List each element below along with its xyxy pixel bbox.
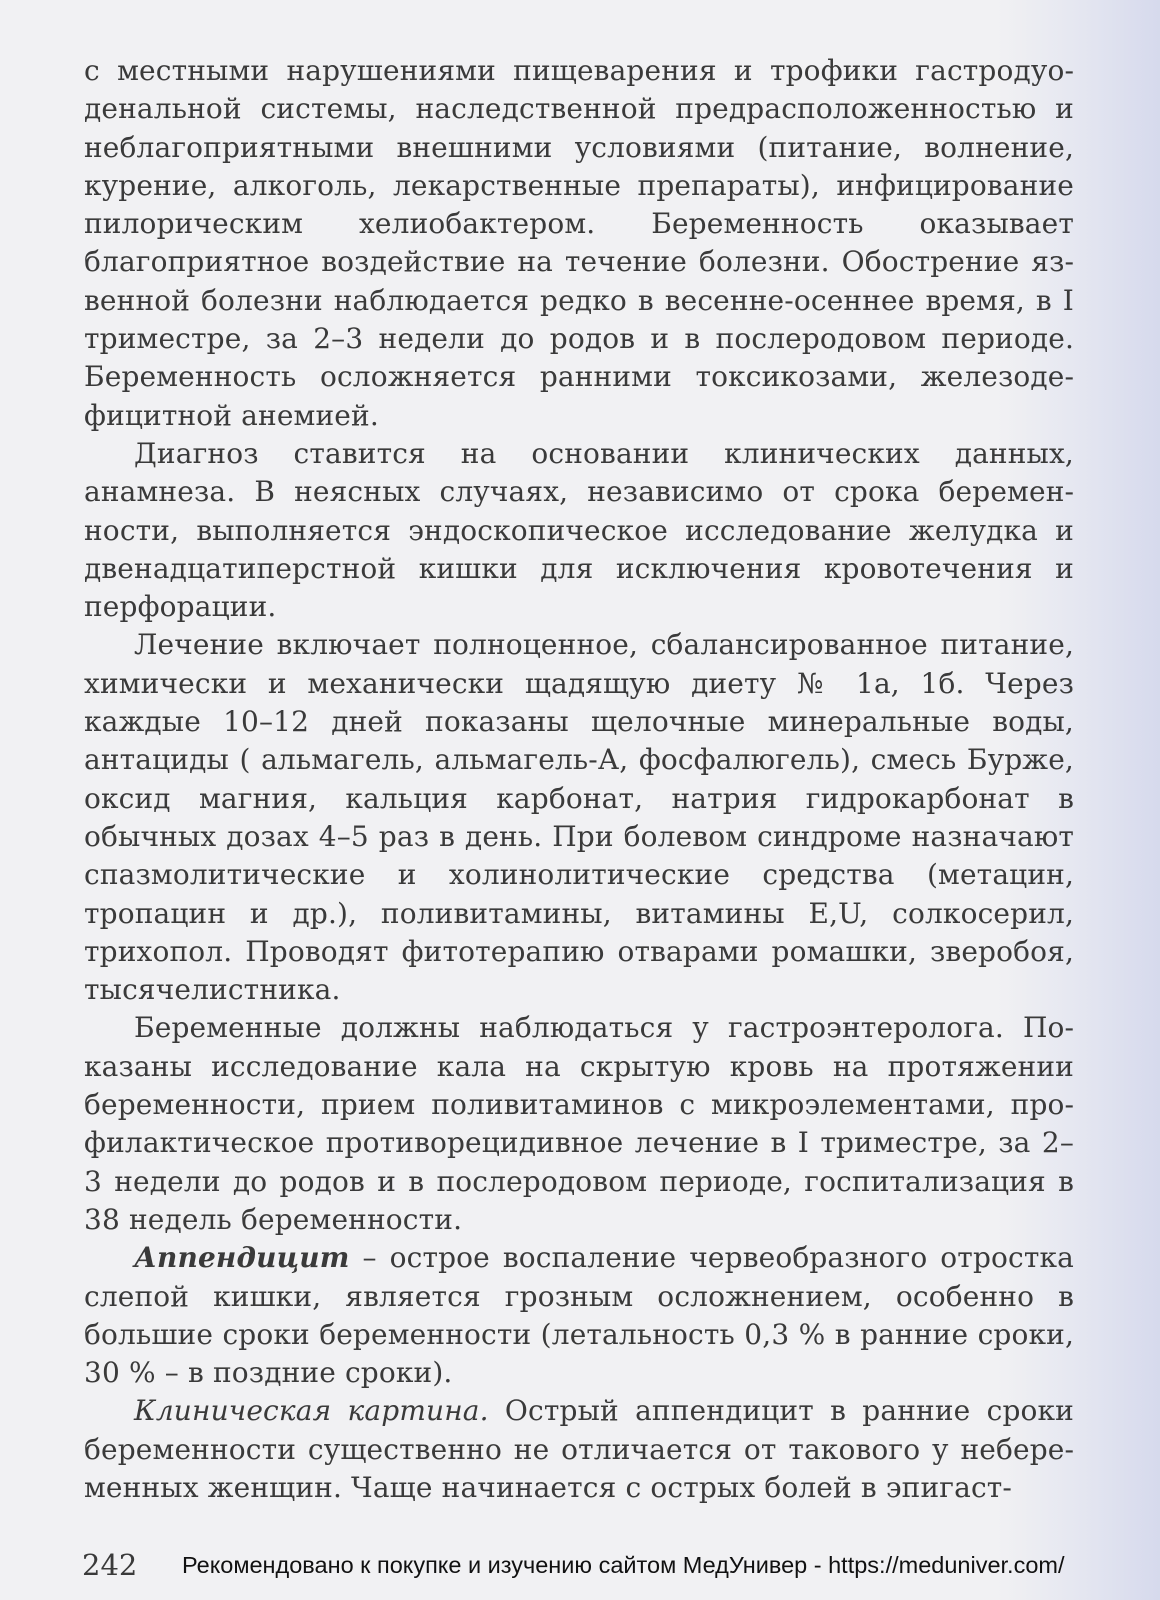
watermark-text: Рекомендовано к покупке и изучению сайтом МедУнивер - https://meduniver.com/	[182, 1552, 1065, 1578]
clinical-picture-text: Острый аппендицит в ранние сроки беременности существенно не отличается от такового у небеременных женщин. Чаще начинается с острых болей в эпигаст-	[84, 1394, 1074, 1504]
paragraph-treatment: Лечение включает полноценное, сбалансированное питание, химически и механически щадящую диету № 1а, 1б. Через каждые 10–12 дней показаны щелочные минеральные воды, антациды ( альмагель, альмагель-А, фосфалюгель), смесь Бурже, оксид магния, кальция карбонат, натрия гидрокарбонат в обычных дозах 4–5 раз в день. При болевом синдроме назначают спазмолитические и холинолитические средства (метацин, тропацин и др.), поливитамины, витамины E,U, солкосерил, трихопол. Проводят фитотерапию отварами ромашки, зверобоя, тысячелистника.	[84, 628, 1074, 1007]
appendicitis-definition: – острое воспаление червеобразного отростка слепой кишки, является грозным осложнением, особенно в большие сроки беременности (летальность 0,3 % в ранние сроки, 30 % – в поздние сроки).	[84, 1241, 1074, 1390]
paragraph-clinical-picture	[84, 1392, 1074, 1507]
paragraph-intro: с местными нарушениями пищеварения и трофики гастродуоденальной системы, наследственной предрасположенностью и неблагоприятными внешними условиями (питание, волнение, курение, алкоголь, лекарственные препараты), инфицирование пилорическим хелиобактером. Беременность оказывает благоприятное воздействие на течение болезни. Обострение язвенной болезни наблюдается редко в весенне-осеннее время, в I триместре, за 2–3 недели до родов и в послеродовом периоде. Беременность осложняется ранними токсикозами, железодефицитной анемией.	[84, 54, 1074, 432]
paragraph-observation: Беременные должны наблюдаться у гастроэнтеролога. Показаны исследование кала на скрытую кровь на протяжении беременности, прием поливитаминов с микроэлементами, профилактическое противорецидивное лечение в I триместре, за 2–3 недели до родов и в послеродовом периоде, госпитализация в 38 недель беременности.	[84, 1011, 1074, 1236]
page-number: 242	[82, 1548, 138, 1582]
paragraph-appendicitis	[84, 1239, 1074, 1392]
term-appendicitis: Аппендицит	[134, 1241, 350, 1275]
paragraph-diagnosis: Диагноз ставится на основании клинических данных, анамнеза. В неясных случаях, независимо от срока беременности, выполняется эндоскопическое исследование желудка и двенадцатиперстной кишки для исключения кровотечения и перфорации.	[84, 436, 1074, 624]
page-body	[84, 52, 1074, 1507]
subheading-clinical-picture: Клиническая картина.	[134, 1394, 489, 1428]
page-footer	[82, 1548, 1122, 1588]
